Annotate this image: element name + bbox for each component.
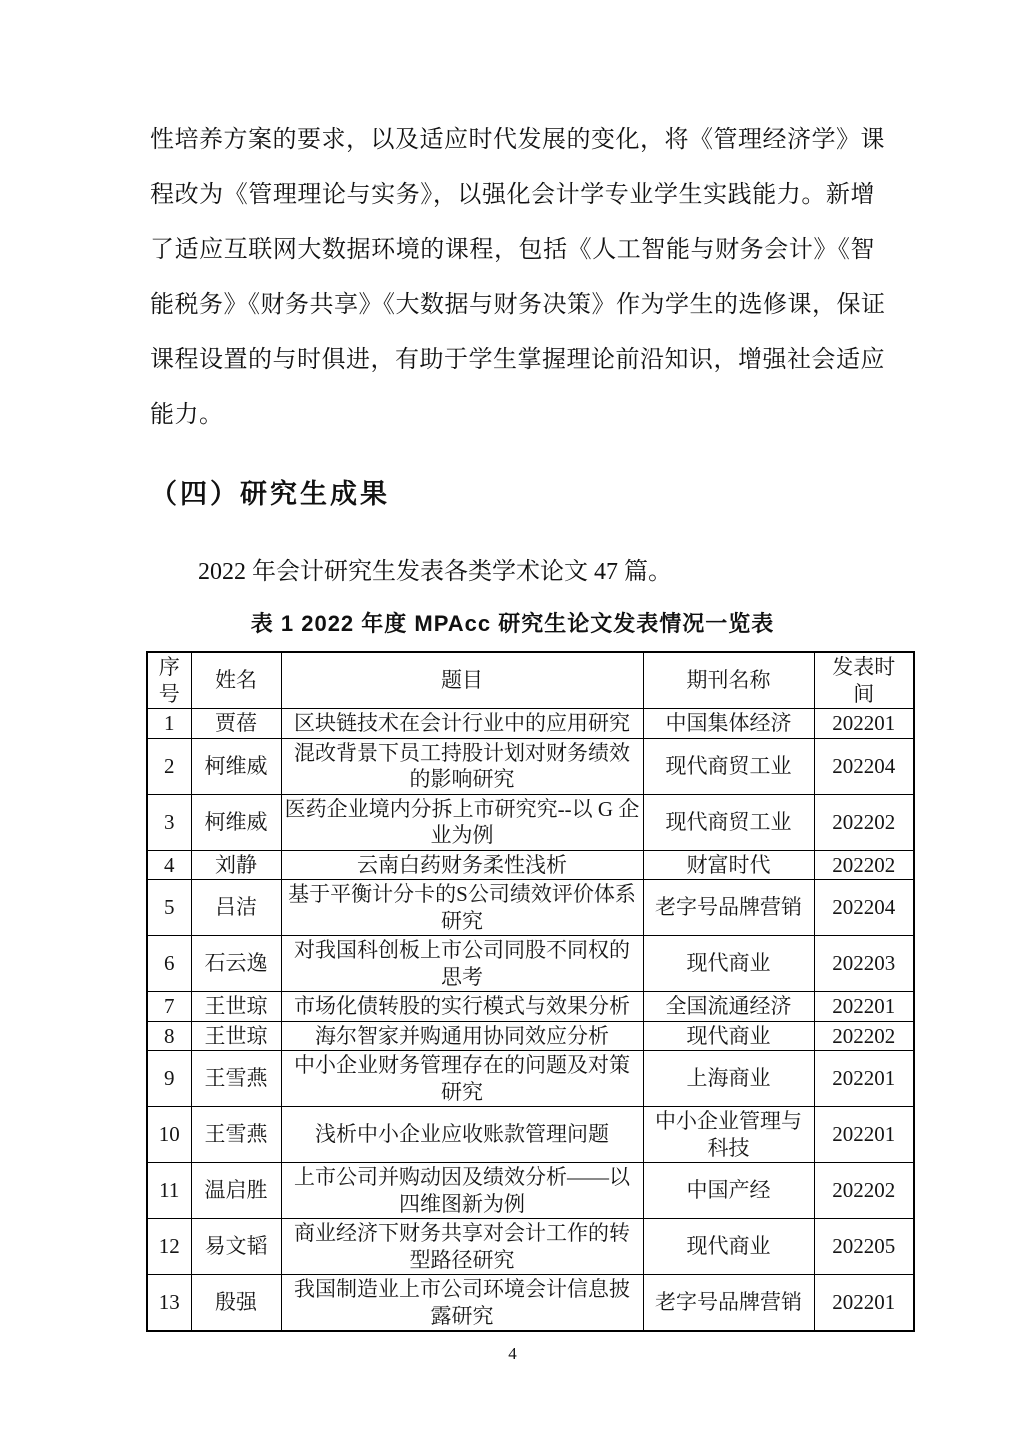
cell-index: 13 <box>147 1275 191 1332</box>
cell-paper-title: 混改背景下员工持股计划对财务绩效的影响研究 <box>281 738 643 794</box>
cell-paper-title: 基于平衡计分卡的S公司绩效评价体系研究 <box>281 880 643 936</box>
cell-index: 1 <box>147 709 191 739</box>
cell-index: 4 <box>147 850 191 880</box>
paragraph-line: 能力。 <box>150 402 224 428</box>
cell-publish-date: 202203 <box>814 936 914 992</box>
cell-index: 12 <box>147 1219 191 1275</box>
cell-author-name: 王世琼 <box>191 992 281 1022</box>
cell-paper-title: 中小企业财务管理存在的问题及对策研究 <box>281 1051 643 1107</box>
cell-journal-name: 全国流通经济 <box>643 992 814 1022</box>
paragraph-line: 程改为《管理理论与实务》，以强化会计学专业学生实践能力。新增 <box>150 182 875 208</box>
column-header: 序号 <box>147 652 191 709</box>
cell-index: 10 <box>147 1107 191 1163</box>
table-row <box>147 1163 914 1219</box>
cell-publish-date: 202201 <box>814 709 914 739</box>
cell-index: 6 <box>147 936 191 992</box>
cell-journal-name: 现代商贸工业 <box>643 794 814 850</box>
table-row <box>147 794 914 850</box>
table-row <box>147 738 914 794</box>
table-row <box>147 1275 914 1332</box>
table-head <box>147 652 914 709</box>
cell-journal-name: 中小企业管理与科技 <box>643 1107 814 1163</box>
cell-paper-title: 商业经济下财务共享对会计工作的转型路径研究 <box>281 1219 643 1275</box>
cell-index: 9 <box>147 1051 191 1107</box>
column-header: 姓名 <box>191 652 281 709</box>
table-row <box>147 936 914 992</box>
cell-paper-title: 市场化债转股的实行模式与效果分析 <box>281 992 643 1022</box>
cell-index: 3 <box>147 794 191 850</box>
cell-publish-date: 202201 <box>814 1275 914 1332</box>
cell-author-name: 殷强 <box>191 1275 281 1332</box>
cell-publish-date: 202201 <box>814 1107 914 1163</box>
cell-publish-date: 202202 <box>814 850 914 880</box>
publications-table <box>146 651 915 1332</box>
cell-publish-date: 202202 <box>814 1163 914 1219</box>
cell-paper-title: 上市公司并购动因及绩效分析——以四维图新为例 <box>281 1163 643 1219</box>
cell-index: 2 <box>147 738 191 794</box>
column-header: 期刊名称 <box>643 652 814 709</box>
cell-paper-title: 云南白药财务柔性浅析 <box>281 850 643 880</box>
cell-journal-name: 现代商业 <box>643 1021 814 1051</box>
cell-publish-date: 202201 <box>814 992 914 1022</box>
paragraph-line: 性培养方案的要求，以及适应时代发展的变化，将《管理经济学》课 <box>150 127 885 153</box>
page-number: 4 <box>508 1344 517 1363</box>
table-row <box>147 1021 914 1051</box>
paragraph-publication-count: 2022 年会计研究生发表各类学术论文 47 篇。 <box>198 559 672 585</box>
cell-author-name: 贾蓓 <box>191 709 281 739</box>
cell-author-name: 石云逸 <box>191 936 281 992</box>
cell-author-name: 柯维威 <box>191 738 281 794</box>
cell-journal-name: 现代商贸工业 <box>643 738 814 794</box>
cell-journal-name: 现代商业 <box>643 1219 814 1275</box>
cell-journal-name: 财富时代 <box>643 850 814 880</box>
paragraph-course-reform <box>150 113 886 443</box>
column-header: 发表时间 <box>814 652 914 709</box>
table-caption: 表 1 2022 年度 MPAcc 研究生论文发表情况一览表 <box>250 611 775 636</box>
table-row <box>147 992 914 1022</box>
section-heading: （四）研究生成果 <box>150 479 390 509</box>
cell-paper-title: 对我国科创板上市公司同股不同权的思考 <box>281 936 643 992</box>
cell-publish-date: 202201 <box>814 1051 914 1107</box>
cell-journal-name: 现代商业 <box>643 936 814 992</box>
cell-paper-title: 我国制造业上市公司环境会计信息披露研究 <box>281 1275 643 1332</box>
table-row <box>147 850 914 880</box>
cell-index: 5 <box>147 880 191 936</box>
table-body <box>147 709 914 1332</box>
cell-author-name: 王雪燕 <box>191 1107 281 1163</box>
cell-journal-name: 老字号品牌营销 <box>643 1275 814 1332</box>
cell-paper-title: 海尔智家并购通用协同效应分析 <box>281 1021 643 1051</box>
cell-publish-date: 202205 <box>814 1219 914 1275</box>
cell-journal-name: 中国产经 <box>643 1163 814 1219</box>
cell-publish-date: 202204 <box>814 738 914 794</box>
table-row <box>147 1051 914 1107</box>
table-row <box>147 709 914 739</box>
cell-journal-name: 老字号品牌营销 <box>643 880 814 936</box>
cell-paper-title: 区块链技术在会计行业中的应用研究 <box>281 709 643 739</box>
column-header: 题目 <box>281 652 643 709</box>
cell-author-name: 王世琼 <box>191 1021 281 1051</box>
cell-publish-date: 202202 <box>814 1021 914 1051</box>
cell-author-name: 易文韬 <box>191 1219 281 1275</box>
cell-author-name: 柯维威 <box>191 794 281 850</box>
page-content <box>0 113 1024 1366</box>
table-row <box>147 1107 914 1163</box>
cell-paper-title: 浅析中小企业应收账款管理问题 <box>281 1107 643 1163</box>
cell-index: 11 <box>147 1163 191 1219</box>
cell-journal-name: 中国集体经济 <box>643 709 814 739</box>
paragraph-line: 能税务》《财务共享》《大数据与财务决策》作为学生的选修课，保证 <box>150 292 886 318</box>
cell-index: 8 <box>147 1021 191 1051</box>
cell-author-name: 吕洁 <box>191 880 281 936</box>
paragraph-line: 了适应互联网大数据环境的课程，包括《人工智能与财务会计》《智 <box>150 237 875 263</box>
cell-author-name: 刘静 <box>191 850 281 880</box>
paragraph-line: 课程设置的与时俱进，有助于学生掌握理论前沿知识，增强社会适应 <box>150 347 885 373</box>
table-header-row <box>147 652 914 709</box>
cell-paper-title: 医药企业境内分拆上市研究究--以 G 企业为例 <box>281 794 643 850</box>
cell-author-name: 温启胜 <box>191 1163 281 1219</box>
table-row <box>147 880 914 936</box>
table-row <box>147 1219 914 1275</box>
cell-author-name: 王雪燕 <box>191 1051 281 1107</box>
cell-journal-name: 上海商业 <box>643 1051 814 1107</box>
cell-publish-date: 202204 <box>814 880 914 936</box>
cell-publish-date: 202202 <box>814 794 914 850</box>
cell-index: 7 <box>147 992 191 1022</box>
